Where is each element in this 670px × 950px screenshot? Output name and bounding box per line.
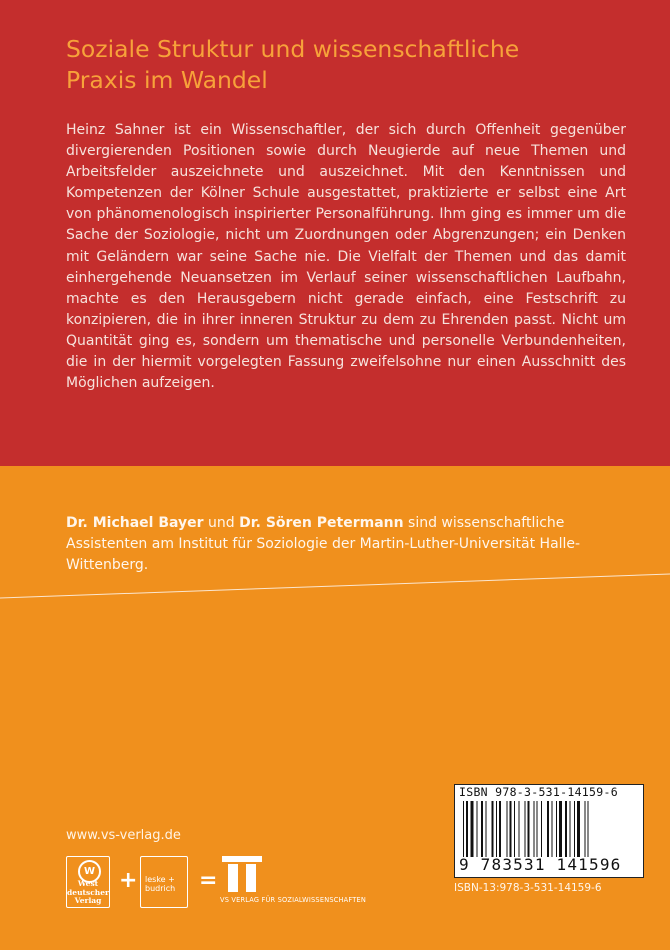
publisher-url: www.vs-verlag.de <box>66 828 181 843</box>
barcode-bar <box>481 801 483 857</box>
editor-2: Dr. Sören Petermann <box>239 515 404 531</box>
book-description: Heinz Sahner ist ein Wissenschaftler, der sich durch Offenheit gegenüber divergierenden Positionen sowie durch Neugierde auf neue Themen und Arbeitsfelder auszeichnete und auszeichnet. Mit den Kenntnissen und Kompetenzen der Kölner Schule ausgestattet, praktizierte er selbst eine Art von phänomenologisch inspirierter Personalführung. Ihm ging es immer um die Sache der Soziologie, nicht um Zuordnungen oder Abgrenzungen; ein Denken mit Geländern war seine Sache nie. Die Vielfalt der Themen und das damit einhergehende Neuansetzen im Verlauf seiner wissenschaftlichen Laufbahn, machte es den Herausgebern nicht gerade einfach, eine Festschrift zu konzipieren, die in ihrer inneren Struktur zu dem zu Ehrenden passt. Nicht um Quantität ging es, sondern um thematische und personelle Verbundenheiten, die in der hiermit vorgelegten Fassung zweifelsohne nur einen Ausschnitt des Möglichen aufzeigen. <box>66 122 626 392</box>
barcode-bar <box>463 801 464 857</box>
barcode-bar <box>486 801 487 857</box>
barcode-bar <box>588 801 589 857</box>
book-title <box>66 34 626 96</box>
editors-affiliation: sind wissenschaftliche Assistenten am Institut für Soziologie der Martin-Luther-Universität Halle-Wittenberg. <box>66 515 581 573</box>
isbn-top-text: ISBN 978-3-531-14159-6 <box>459 785 618 799</box>
barcode-bar <box>499 801 501 857</box>
wd-logo-text: West deutscher Verlag <box>67 879 109 905</box>
vs-mark-icon <box>220 856 264 894</box>
barcode-bar <box>585 801 586 857</box>
barcode-bar <box>492 801 494 857</box>
title-line-2: Praxis im Wandel <box>66 66 268 94</box>
barcode-bar <box>574 801 575 857</box>
barcode-icon <box>463 801 635 857</box>
barcode-bar <box>510 801 512 857</box>
barcode-bar <box>565 801 567 857</box>
barcode-bar <box>477 801 478 857</box>
isbn-digits: 9 783531 141596 <box>459 855 622 874</box>
barcode-bar <box>556 801 557 857</box>
barcode-bar <box>537 801 538 857</box>
isbn-13-text: ISBN-13:978-3-531-14159-6 <box>454 882 602 894</box>
barcode-bar <box>471 801 474 857</box>
barcode-bar <box>547 801 549 857</box>
barcode-bar <box>496 801 497 857</box>
barcode-bar <box>525 801 526 857</box>
leske-budrich-logo <box>140 856 188 908</box>
barcode-bar <box>577 801 580 857</box>
westdeutscher-verlag-logo <box>66 856 110 908</box>
equals-sign: = <box>199 868 218 893</box>
barcode-bar <box>466 801 468 857</box>
barcode-bar <box>528 801 530 857</box>
publisher-logos <box>66 856 396 908</box>
title-line-1: Soziale Struktur und wissenschaftliche <box>66 35 520 63</box>
barcode-bar <box>507 801 508 857</box>
barcode-bar <box>541 801 542 857</box>
vs-verlag-logo <box>220 856 395 908</box>
barcode-bar <box>570 801 571 857</box>
editor-1: Dr. Michael Bayer <box>66 515 204 531</box>
barcode-label <box>454 784 644 878</box>
wd-mark-icon: W <box>78 860 101 883</box>
plus-sign: + <box>119 868 138 893</box>
editors-info <box>66 513 626 576</box>
barcode-bar <box>559 801 562 857</box>
barcode-bar <box>534 801 535 857</box>
vs-logo-text: VS VERLAG FÜR SOZIALWISSENSCHAFTEN <box>220 896 366 904</box>
lb-logo-text: leske + budrich <box>145 875 176 893</box>
barcode-bar <box>519 801 520 857</box>
barcode-bar <box>552 801 553 857</box>
barcode-bar <box>514 801 515 857</box>
editors-and: und <box>203 515 240 531</box>
